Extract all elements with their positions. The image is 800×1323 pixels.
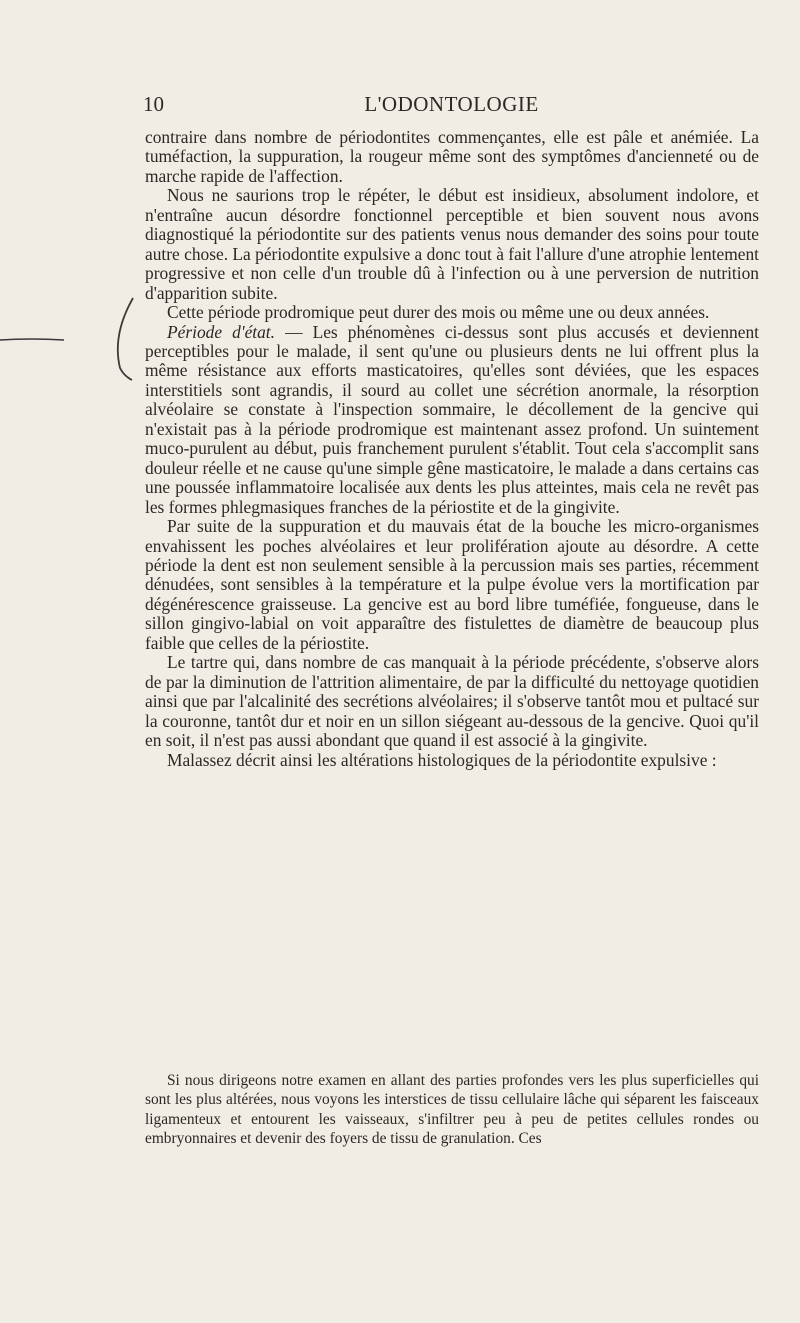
quote-text: Si nous dirigeons notre examen en allant des parties profondes vers les plus superficielles qui sont les plus altérées, nous voyons les interstices de tissu cellulaire lâche qui séparent les faisceaux ligamenteux et entourent les vaisseaux, s'infiltrer peu à peu de petites cellules rondes ou embryonnaires et devenir des foyers de tissu de granulation. Ces: [145, 1072, 759, 1147]
paragraph: Par suite de la suppuration et du mauvais état de la bouche les micro-organismes envahissent les poches alvéolaires et leur prolifération ajoute au désordre. A cette période la dent est non seulement sensible à la percussion mais ses parties, récemment dénudées, sont sensibles à la température et la pulpe évolue vers la mortification par dégénérescence graisseuse. La gencive est au bord libre tuméfiée, fongueuse, dans le sillon gingivo-labial on voit apparaître des fistulettes de diamètre de beaucoup plus faible que celles de la périostite.: [145, 516, 759, 653]
paragraph: Nous ne saurions trop le répéter, le début est insidieux, absolument indolore, et n'entraîne aucun désordre fonctionnel perceptible et bien souvent nous avons diagnostiqué la périodontite sur des patients venus nous demander des soins pour toute autre chose. La périodontite expulsive a donc tout à fait l'allure d'une atrophie lentement progressive et non celle d'un trouble dû à l'infection ou à une perversion de nutrition d'apparition subite.: [145, 185, 759, 303]
handwritten-margin-bracket: [0, 290, 150, 390]
running-title: L'ODONTOLOGIE: [364, 92, 539, 116]
quoted-passage: [145, 1071, 759, 1148]
section-heading: Période d'état.: [167, 321, 275, 342]
paragraph-text: — Les phénomènes ci-dessus sont plus accusés et deviennent perceptibles pour le malade, il sent qu'une ou plusieurs dents ne lui offrent plus la même résistance aux efforts masticatoires, qu'elles sont déviées, que les espaces interstitiels sont agrandis, il sourd au collet une sécrétion anormale, la résorption alvéolaire se constate à l'inspection sommaire, le décollement de la gencive qui n'existait pas à la période prodromique est maintenant assez profond. Un suintement muco-purulent au début, puis franchement purulent s'établit. Tout cela s'accomplit sans douleur réelle et ne cause qu'une simple gêne masticatoire, le malade a dans certains cas une poussée inflammatoire localisée aux dents les plus atteintes, mais cela ne revêt pas les formes phlegmasiques franches de la périostite et de la gingivite.: [145, 321, 759, 517]
main-text: [145, 128, 759, 770]
page-number: 10: [143, 92, 164, 116]
paragraph: Cette période prodromique peut durer des mois ou même une ou deux années.: [167, 302, 710, 323]
paragraph-periode-etat: [145, 323, 759, 518]
paragraph: contraire dans nombre de périodontites commençantes, elle est pâle et anémiée. La tuméfaction, la suppuration, la rougeur même sont des symptômes d'ancienneté ou de marche rapide de l'affection.: [145, 127, 759, 186]
paragraph: Le tartre qui, dans nombre de cas manquait à la période précédente, s'observe alors de par la diminution de l'attrition alimentaire, de par la difficulté du nettoyage quotidien ainsi que par l'alcalinité des secrétions alvéolaires; il s'observe tantôt mou et pultacé sur la couronne, tantôt dur et noir en un sillon siégeant au-dessous de la gencive. Quoi qu'il en soit, il n'est pas aussi abondant que quand il est associé à la gingivite.: [145, 652, 759, 751]
paragraph: Malassez décrit ainsi les altérations histologiques de la périodontite expulsive :: [167, 749, 717, 770]
page-header: [143, 92, 760, 120]
